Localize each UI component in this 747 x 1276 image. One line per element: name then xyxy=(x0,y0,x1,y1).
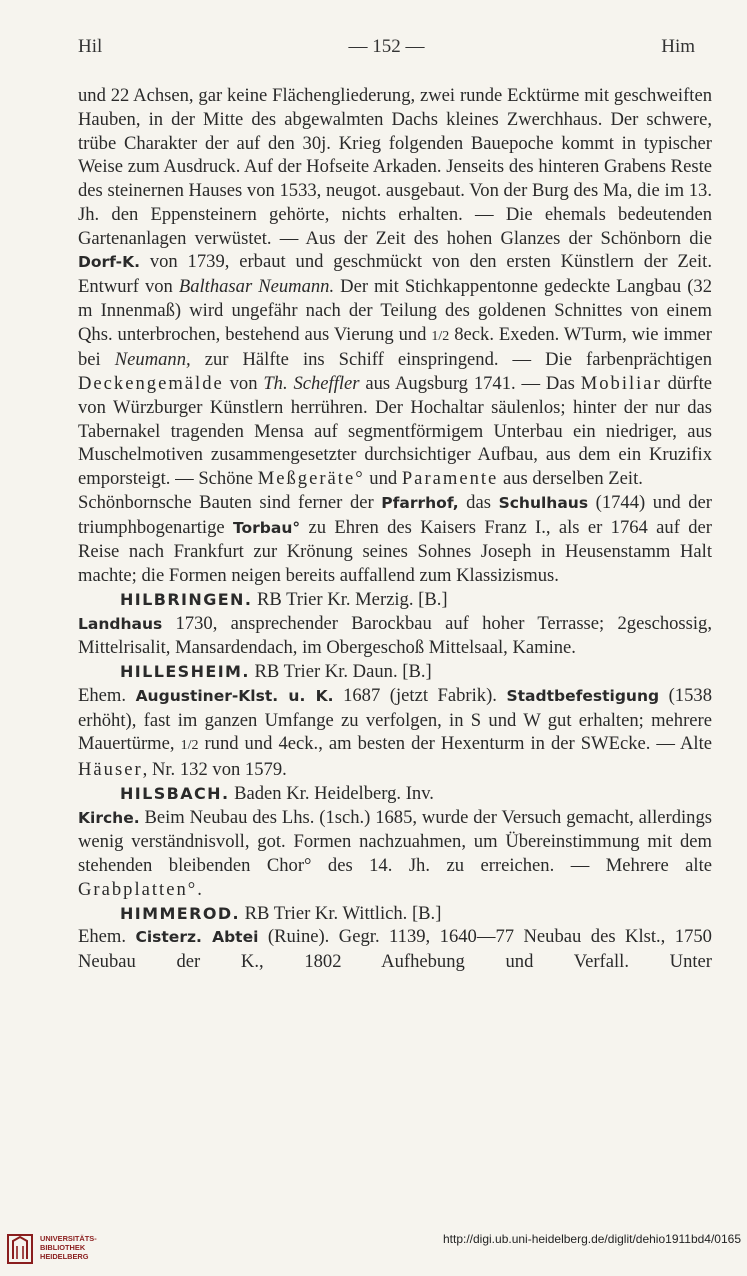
entry-heading-himmerod xyxy=(78,902,712,926)
place-name: HILBRINGEN. xyxy=(120,589,253,609)
fraction: 1/2 xyxy=(180,738,199,754)
spaced-term: Deckengemälde xyxy=(78,373,224,394)
place-name: HILSBACH. xyxy=(120,783,230,803)
library-logo-icon xyxy=(6,1232,34,1266)
text-run: (Ruine). Gegr. 1139, 1640—77 Neubau des Klst., 1750 Neubau der K., 1802 Aufhebung und Verfall. Unter xyxy=(78,926,712,972)
keyword-torbau: Torbau° xyxy=(233,518,301,537)
library-name-line: HEIDELBERG xyxy=(40,1252,89,1261)
text-run: rund und 4eck., am besten der Hexenturm in der SWEcke. — Alte xyxy=(198,733,712,755)
text-run: , Nr. 132 von 1579. xyxy=(142,759,287,780)
spaced-term: Mobiliar xyxy=(580,373,662,394)
fraction: 1/2 xyxy=(431,328,450,344)
text-run: zu Ehren des Kaisers Franz I., als er 1764 auf der Reise nach Frankfurt zur Krönung seines Sohnes Joseph in Heusenstamm Halt machte; die Formen neigen bereits auffallend zum Klassizismus. xyxy=(78,516,712,586)
keyword-augustiner-klst: Augustiner-Klst. u. K. xyxy=(135,686,334,705)
entry-body-hilsbach xyxy=(78,806,712,902)
spaced-term: Paramente xyxy=(401,468,499,489)
entry-heading-hillesheim xyxy=(78,660,712,684)
text-run: 8eck. Exeden. WTurm, wie immer bei xyxy=(78,323,712,371)
source-url-link[interactable]: http://digi.ub.uni-heidelberg.de/diglit/dehio1911bd4/0165 xyxy=(442,1232,741,1246)
text-run: (1744) und der triumphbogenartige xyxy=(78,491,712,538)
spaced-term: Häuser xyxy=(78,759,143,780)
page-number: — 152 — xyxy=(348,36,425,57)
artist-name: Balthasar Neumann. xyxy=(178,276,335,297)
keyword-cisterz-abtei: Cisterz. Abtei xyxy=(135,928,259,947)
text-run: dürfte von Würzburger Künstlern herrühren. Der Hochaltar säulenlos; hinter der nur das Tabernakel tragenden Mensa auf segmentförmigem Unterbau ein niedriger, aus Muschelmotiven zusammengesetzter durchsichtiger Aufbau, aus dem ein Kruzifix emporsteigt. — Schöne xyxy=(78,373,712,489)
keyword-kirche: Kirche. xyxy=(78,808,140,827)
artist-name: Th. Scheffler xyxy=(263,373,360,394)
text-run: Schönbornsche Bauten sind ferner der xyxy=(78,491,382,513)
text-run: das xyxy=(458,491,499,513)
body-text xyxy=(78,84,712,974)
paragraph-schoenborn-bauten xyxy=(78,491,712,588)
entry-body-hillesheim xyxy=(78,684,712,782)
spaced-term: Meßgeräte° xyxy=(257,468,365,489)
paragraph-continuation xyxy=(78,84,712,491)
text-run: 1687 (jetzt Fabrik). xyxy=(333,684,507,706)
text-run: Der mit Stichkappentonne gedeckte Langbau (32 m Innenmaß) wird ungefähr nach der Teilung des goldenen Schnittes von einem Qhs. unterbrochen, bestehend aus Vierung und xyxy=(78,276,712,345)
place-name: HILLESHEIM. xyxy=(120,662,250,681)
library-name-line: BIBLIOTHEK xyxy=(40,1243,86,1252)
text-run: zur Hälfte ins Schiff einspringend. — Die farbenprächtigen xyxy=(190,349,712,371)
entry-body-himmerod xyxy=(78,925,712,974)
entry-location: Baden Kr. Heidelberg. Inv. xyxy=(229,782,434,804)
keyword-landhaus: Landhaus xyxy=(78,614,163,633)
artist-name: Neumann, xyxy=(114,349,191,371)
running-head xyxy=(78,36,695,60)
library-name xyxy=(40,1234,97,1261)
text-run: Ehem. xyxy=(78,926,136,948)
running-head-left: Hil xyxy=(78,36,103,57)
text-run: von xyxy=(223,373,264,394)
text-run: und 22 Achsen, gar keine Flächengliederung, zwei runde Ecktürme mit geschweiften Hauben, in der Mitte des abgewalmten Dachs kleines Zwerchhaus. Der schwere, trübe Charakter der auf den 30j. Krieg folgenden Bauepoche kommt in typischer Weise zum Ausdruck. Auf der Hofseite Arkaden. Jenseits des hinteren Grabens Reste des steinernen Hauses von 1533, neugot. ausgebaut. Von der Burg des Ma, die im 13. Jh. den Eppensteinern gehörte, nichts erhalten. — Die ehemals bedeutenden Gartenanlagen verwüstet. — Aus der Zeit des hohen Glanzes der Schönborn die xyxy=(78,85,712,249)
text-run: aus Augsburg 1741. — Das xyxy=(359,373,581,394)
entry-heading-hilsbach xyxy=(78,782,712,806)
keyword-pfarrhof: Pfarrhof, xyxy=(381,493,459,512)
text-run: und xyxy=(364,468,402,489)
entry-location: RB Trier Kr. Daun. [B.] xyxy=(249,661,432,682)
keyword-stadtbefestigung: Stadtbefestigung xyxy=(506,686,660,705)
text-run: (1538 erhöht), fast im ganzen Umfange zu verfolgen, in S und W gut erhalten; mehrere Mauertürme, xyxy=(78,684,712,755)
text-run: 1730, ansprechender Barockbau auf hoher Terrasse; 2geschossig, Mittelrisalit, Mansardendach, im Obergeschoß Mittelsaal, Kamine. xyxy=(78,612,712,659)
keyword-dorf-k: Dorf-K. xyxy=(78,253,140,272)
place-name: HIMMEROD. xyxy=(120,903,240,923)
text-run: Ehem. xyxy=(78,684,136,706)
running-head-right: Him xyxy=(661,36,695,57)
spaced-term: Grabplatten° xyxy=(78,878,198,900)
text-run: Beim Neubau des Lhs. (1sch.) 1685, wurde der Versuch gemacht, allerdings wenig verständnisvoll, got. Formen nachzuahmen, um Übereinstimmung mit dem stehenden bleibenden Chor° des 14. Jh. zu erreichen. — Mehrere alte xyxy=(78,806,712,876)
text-run: . xyxy=(197,878,202,900)
keyword-schulhaus: Schulhaus xyxy=(498,493,589,512)
text-run: von 1739, erbaut und geschmückt von den ersten Künstlern der Zeit. Entwurf von xyxy=(78,251,712,297)
entry-location: RB Trier Kr. Merzig. [B.] xyxy=(252,588,448,610)
digitization-footer xyxy=(0,1226,747,1270)
library-name-line: UNIVERSITÄTS- xyxy=(40,1234,97,1243)
entry-heading-hilbringen xyxy=(78,588,712,612)
entry-body-hilbringen xyxy=(78,612,712,661)
text-run: aus derselben Zeit. xyxy=(498,468,643,489)
entry-location: RB Trier Kr. Wittlich. [B.] xyxy=(240,902,442,924)
